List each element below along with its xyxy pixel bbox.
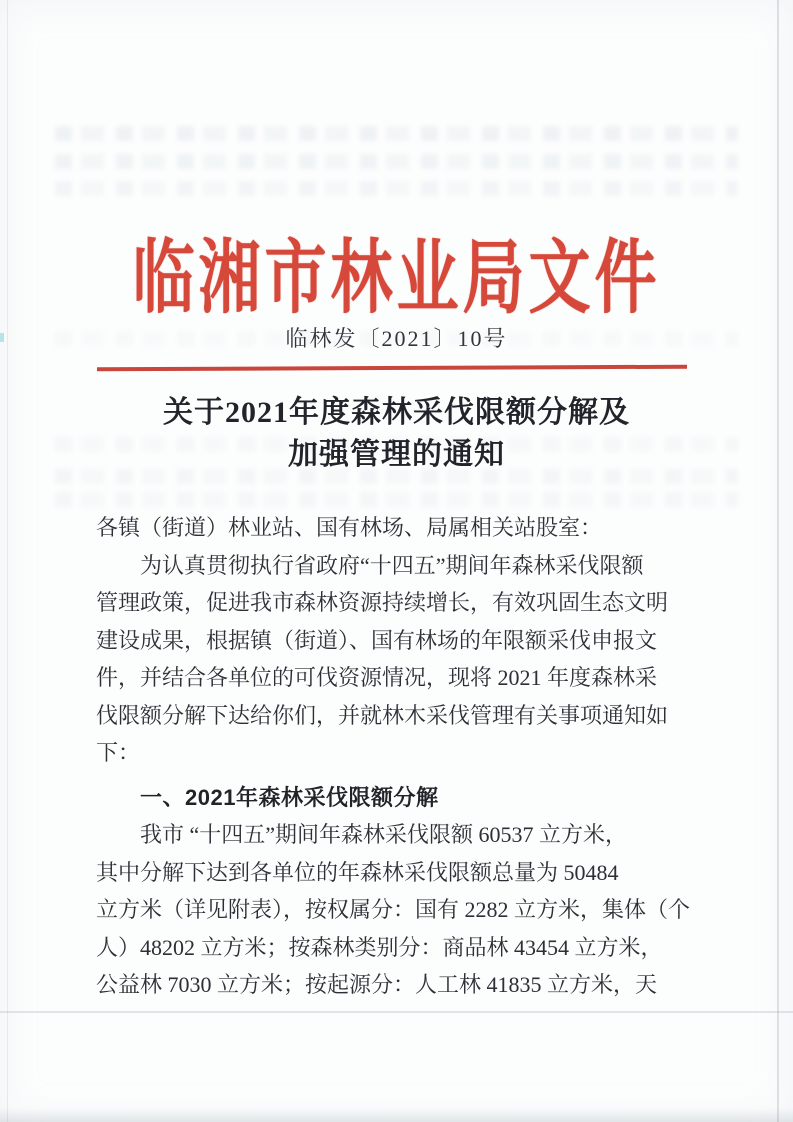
page-left-edge: [7, 0, 8, 1122]
section-heading: 一、2021年森林采伐限额分解: [140, 784, 439, 810]
page-right-edge: [777, 0, 779, 1122]
body-line: 其中分解下达到各单位的年森林采伐限额总量为 50484: [96, 859, 619, 885]
bleed-through-artifact: [55, 126, 738, 141]
body-line: 立方米（详见附表），按权属分：国有 2282 立方米，集体（个: [96, 897, 691, 922]
agency-title: 临湘市林业局文件: [132, 235, 661, 324]
body-line: 伐限额分解下达给你们，并就林木采伐管理有关事项通知如: [96, 702, 669, 728]
body-line: 公益林 7030 立方米；按起源分：人工林 41835 立方米，天: [96, 972, 658, 997]
document-body: [96, 509, 696, 1004]
scan-streak-artifact: [0, 1011, 793, 1013]
document-title-line1: 关于2021年度森林采伐限额分解及: [163, 396, 630, 429]
body-line: 下：: [96, 740, 141, 765]
body-line: 为认真贯彻执行省政府“十四五”期间年森林采伐限额: [140, 552, 644, 578]
document-title-line2: 加强管理的通知: [288, 438, 505, 471]
salutation-line: 各镇（街道）林业站、国有林场、局属相关站股室：: [96, 515, 603, 540]
bleed-through-artifact: [55, 154, 738, 169]
body-line: 建设成果，根据镇（街道）、国有林场的年限额采伐申报文: [96, 627, 658, 653]
red-divider-line: [97, 365, 687, 372]
body-line: 管理政策，促进我市森林资源持续增长，有效巩固生态文明: [96, 590, 669, 615]
body-line: 我市 “十四五”期间年森林采伐限额 60537 立方米，: [140, 822, 628, 847]
body-line: 人）48202 立方米；按森林类别分：商品林 43454 立方米，: [96, 934, 663, 960]
page-bottom-shadow: [0, 1108, 793, 1122]
document-title: [0, 392, 793, 476]
bleed-through-artifact: [55, 492, 738, 507]
body-line: 件，并结合各单位的可伐资源情况，现将 2021 年度森林采: [96, 665, 658, 690]
doc-number: 临林发〔2021〕10号: [285, 326, 508, 351]
scan-mark-artifact: [0, 333, 4, 342]
bleed-through-artifact: [55, 181, 738, 196]
